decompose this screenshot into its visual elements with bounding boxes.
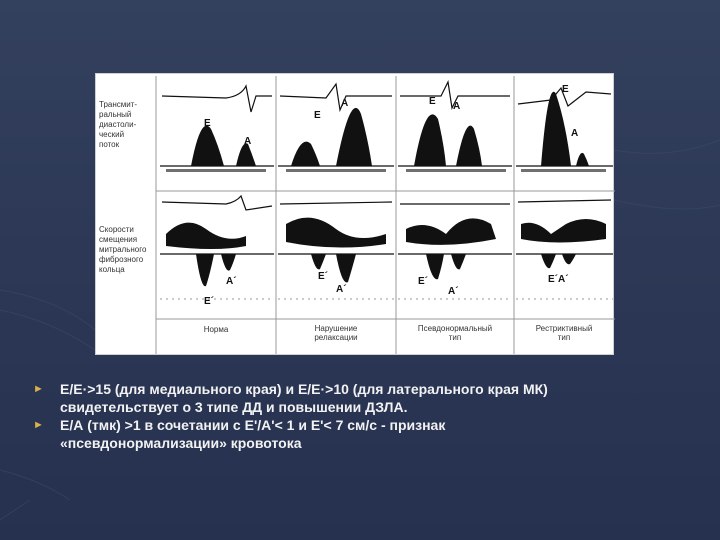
bullet-arrow-icon: ► [33,419,44,431]
bullet-line: «псевдонормализации» кровотока [60,435,302,451]
peak-label-e: E [429,96,436,107]
peak-label-e-prime: E´ [318,271,328,282]
row-label-bottom-line: митрального [99,245,147,254]
row-label-bottom-line: Скорости [99,225,134,234]
doppler-panels [96,74,615,356]
bullet-item [33,416,713,452]
row-label-top-line: ральный [99,110,132,119]
peak-label-a: A [571,128,579,139]
peak-label-e: E [204,118,211,129]
peak-label-a: A [341,98,349,109]
peak-label-e-prime: E´ [418,276,428,287]
row-label-top-line: диастоли- [99,120,137,129]
bullet-list [33,380,713,452]
caption-pseudonormal: Псевдонормальный [417,324,493,333]
caption-impaired-relaxation: Нарушение [314,324,358,333]
row-label-top-line: Трансмит- [99,100,138,109]
peak-label-e-prime: E´ [204,296,214,307]
bullet-item [33,380,713,416]
caption-impaired-relaxation: релаксации [314,333,358,342]
bullet-line: Е/Е·>15 (для медиального края) и Е/Е·>10 (для латерального края МК) [60,381,548,397]
row-label-bottom-line: фиброзного [99,255,144,264]
caption-normal: Норма [203,325,229,334]
echo-doppler-figure [95,73,614,355]
peak-label-a: A [453,101,461,112]
caption-restrictive: Рестриктивный [535,324,593,333]
peak-label-a-prime: A´ [336,284,347,295]
peak-label-e: E [314,110,321,121]
caption-restrictive: тип [557,333,571,342]
peak-label-a-prime: A´ [226,276,237,287]
bullet-line: Е/А (тмк) >1 в сочетании с Е'/А'< 1 и Е'< 7 см/с - признак [60,417,446,433]
peak-label-e: E [562,84,569,95]
row-label-top-line: ческий [99,130,125,139]
caption-pseudonormal: тип [448,333,462,342]
row-label-bottom-line: смещения [99,235,138,244]
row-label-top-line: поток [99,140,120,149]
peak-label-e-a-prime: E´A´ [548,274,569,285]
peak-label-a: A [244,136,252,147]
bullet-line: свидетельствует о 3 типе ДД и повышении ДЗЛА. [60,399,408,415]
bullet-arrow-icon: ► [33,383,44,395]
peak-label-a-prime: A´ [448,286,459,297]
row-label-bottom-line: кольца [99,265,125,274]
